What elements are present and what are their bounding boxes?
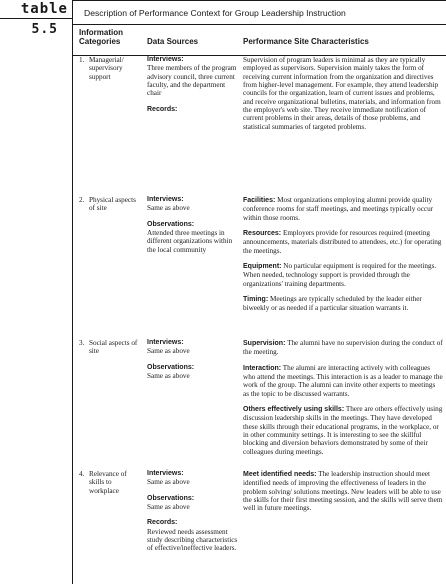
row-number: 4. [79,470,85,478]
characteristic-paragraph [243,295,443,313]
characteristic-lead: Supervision: [243,340,286,347]
source-text: Attended three meetings in different organizations within the local community [147,229,233,254]
characteristic-text: No particular equipment is required for the meetings. When needed, technology support is provided through the organizations' training departments. [243,262,437,288]
category-cell [79,196,143,213]
source-text: Three members of the program advisory council, three current faculty, and the department chair [147,64,237,98]
characteristics-cell [243,56,443,138]
source-label: Observations: [147,363,195,371]
source-label: Observations: [147,494,195,502]
source-text: Same as above [147,503,190,512]
source-entry [147,196,239,213]
source-text: Same as above [147,372,190,381]
category-cell [79,470,143,495]
table-caption: Description of Performance Context for Group Leadership Instruction [84,8,346,18]
category-label: Managerial/ supervisory support [89,56,124,81]
caption-top-rule [73,0,446,1]
data-sources-cell [147,196,239,262]
characteristic-text: Meetings are typically scheduled by the leader either biweekly or as needed if a particular situation warrants it. [243,295,422,313]
source-entry [147,56,239,98]
characteristics-cell [243,339,443,463]
data-sources-cell [147,339,239,388]
header-data-sources: Data Sources [147,37,199,46]
characteristic-text: The alumni are interacting actively with colleagues who attend the meetings. This interaction is as a leader to manage the work of the group. The alumni can invite other experts to meetings as the topic to be discussed warrants. [243,363,443,398]
category-label: Relevance of skills to workplace [89,470,127,495]
performance-context-table [73,25,446,583]
characteristic-paragraph [243,470,443,513]
source-entry [147,339,239,356]
category-label: Physical aspects of site [89,196,136,213]
table-row [73,339,446,470]
source-entry [147,495,239,512]
characteristic-text: Employers provide for resources required (meeting announcements, materials distributed to attendees, etc.) for operating the meetings. [243,229,442,255]
characteristic-text: There are others effectively using discussion leadership skills in the meetings. They have developed these skills through their educational programs, in the workplace, or in other community settings. It is interesting to see the skillful blocking and diversion behaviors demonstrated by some of their colleagues during meetings. [243,405,443,456]
row-number: 1. [79,56,85,64]
source-text: Same as above [147,347,190,356]
table-row [73,470,446,583]
source-entry [147,221,239,254]
characteristic-paragraph [243,364,443,398]
source-entry [147,364,239,381]
characteristic-paragraph: Supervision of program leaders is minimal as they are typically employed as supervisors. Supervision mainly takes the form of receiving current information from the organization and directives from higher-level management. For example, they attend leadership councils for the organization, learn of current issues and problems, and receive organizational bulletins, materials, and information from the employer's web site. They receive immediate notification of current problems in their areas, details of those problems, and statistical summaries of targeted problems. [243,56,441,131]
characteristics-cell [243,196,443,320]
source-entry [147,470,239,487]
characteristic-lead: Meet identified needs: [243,471,317,478]
data-sources-cell [147,56,239,122]
characteristic-text: The alumni have no supervision during the conduct of the meeting. [243,339,443,357]
source-label: Observations: [147,220,195,228]
source-label: Records: [147,519,178,527]
source-entry [147,106,239,114]
source-text: Same as above [147,204,190,213]
characteristic-lead: Facilities: [243,197,276,204]
characteristic-paragraph [243,339,443,357]
characteristic-text: Most organizations employing alumni provide quality conference rooms for staff meetings, and meetings typically occur within those rooms. [243,196,434,222]
data-sources-cell [147,470,239,561]
source-label: Interviews: [147,56,184,63]
source-entry [147,519,239,552]
characteristics-cell [243,470,443,520]
header-performance-site-characteristics: Performance Site Characteristics [243,37,369,46]
characteristic-paragraph [243,229,443,255]
source-label: Interviews: [147,196,184,203]
category-cell [79,56,143,81]
header-information-categories: Information Categories [79,28,123,46]
characteristic-paragraph [243,405,443,456]
characteristic-paragraph [243,196,443,222]
characteristic-lead: Resources: [243,230,282,238]
table-number: 5.5 [31,22,58,37]
characteristic-text: The leadership instruction should meet identified needs of improving the effectiveness of leaders in the problem solving/ solutions meetings. New leaders will be able to use the skills for their first meeting session, and the skills will serve them well in future meetings. [243,470,443,513]
characteristic-lead: Timing: [243,296,269,304]
source-text: Reviewed needs assessment study describing characteristics of effective/ineffective leaders. [147,527,238,553]
category-label: Social aspects of site [89,339,138,356]
source-label: Interviews: [147,339,184,346]
source-label: Interviews: [147,470,184,477]
table-row [73,196,446,339]
source-text: Same as above [147,478,190,487]
characteristic-lead: Equipment: [243,263,282,271]
characteristic-paragraph [243,262,443,288]
row-number: 3. [79,339,85,347]
category-cell [79,339,143,356]
table-label-rule [0,18,72,19]
table-row [73,56,446,196]
row-number: 2. [79,196,85,204]
characteristic-lead: Others effectively using skills: [243,406,345,414]
table-header-row [73,25,446,56]
table-word: table [20,1,68,17]
source-label: Records: [147,105,178,113]
characteristic-lead: Interaction: [243,364,282,372]
